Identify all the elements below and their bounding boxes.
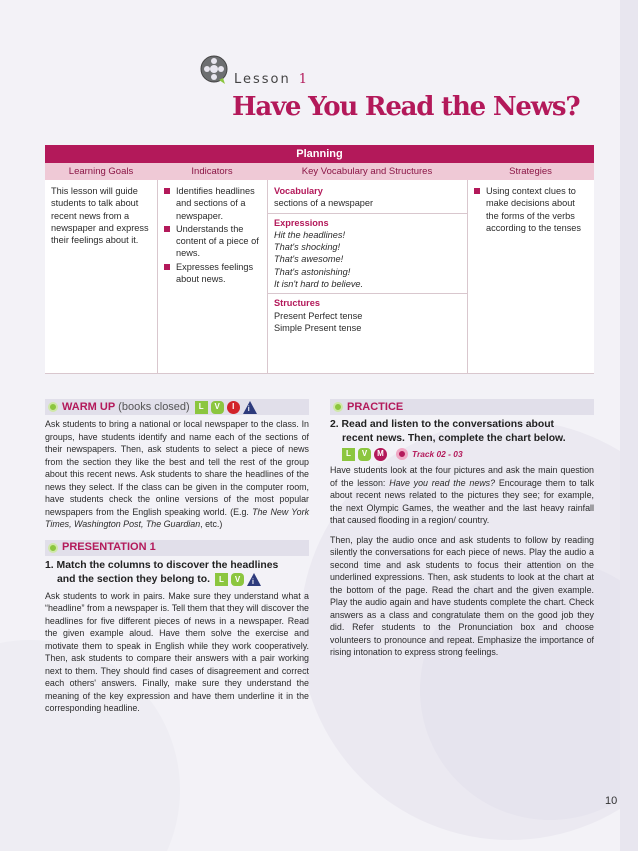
strategies-cell bbox=[467, 180, 594, 373]
bullet-square-icon bbox=[164, 188, 170, 194]
vocabulary-text: sections of a newspaper bbox=[274, 198, 374, 209]
section-bullet-icon bbox=[48, 402, 58, 412]
left-column bbox=[45, 399, 309, 715]
interaction-badge-icon: I bbox=[227, 401, 240, 414]
planning-body bbox=[45, 180, 594, 374]
listening-badge-icon: L bbox=[215, 573, 228, 586]
expressions-label: Expressions bbox=[274, 217, 329, 228]
warm-up-text: Ask students to bring a national or local newspaper to the class. In groups, have students identify and name each of the sections of their newspapers. Then, ask students to select a piece of news from the section they like the best and tell the rest of the group about this recent news. Ask students to share the headlines of the news they select. If the class can be given in the computer room, have students check the online versions of the most popular newspapers from the English speaking world. (E.g. The New York Times, Washington Post, The Guardian, etc.) bbox=[45, 419, 310, 529]
page-title: Have You Read the News? bbox=[232, 92, 580, 122]
bullet-square-icon bbox=[164, 264, 170, 270]
practice-task: 2. Read and listen to the conversations about recent news. Then, complete the chart below. L V M Track 02 - 03 bbox=[330, 419, 566, 459]
audio-track: Track 02 - 03 bbox=[396, 447, 463, 461]
information-badge-icon: i bbox=[247, 573, 261, 586]
music-badge-icon: M bbox=[374, 448, 387, 461]
structure-item: Simple Present tense bbox=[274, 322, 362, 333]
vocabulary-badge-icon: V bbox=[358, 448, 371, 461]
planning-heading: Planning bbox=[45, 145, 594, 163]
cd-icon bbox=[396, 448, 408, 460]
skill-badges bbox=[195, 401, 260, 414]
indicators-cell bbox=[157, 180, 267, 373]
column-header-strategies: Strategies bbox=[509, 166, 552, 177]
practice-text-2: Then, play the audio once and ask students to follow by reading silently the conversations for each piece of news. Play the audio a second time and ask students to focus their attention on the underlined expressions. Then, ask students to look at the chart at the bottom of the page. Read the chart and the given example. Play the audio again and have students complete the chart. Check answers as a class and congratulate them on the good job they did. Refer students to the Pronunciation box and choose volunteers to pronounce and repeat. Emphasize the importance of rising intonation to express strong feelings. bbox=[330, 534, 594, 657]
strategy-item: Using context clues to make decisions about the forms of the verbs according to the tenses bbox=[474, 185, 588, 234]
section-bullet-icon bbox=[48, 543, 58, 553]
lesson-label: Lesson 1 bbox=[234, 72, 310, 87]
column-header-learning-goals: Learning Goals bbox=[68, 166, 134, 177]
expression-item: Hit the headlines! bbox=[274, 229, 345, 240]
learning-goals-cell: This lesson will guide students to talk about recent news from a newspaper and express their feelings about it. bbox=[51, 186, 149, 246]
warm-up-heading: WARM UP (books closed) L V I i bbox=[45, 399, 309, 415]
listening-badge-icon: L bbox=[342, 448, 355, 461]
expression-item: That's shocking! bbox=[274, 242, 341, 253]
page-number: 10 bbox=[605, 795, 618, 807]
expression-item: It isn't hard to believe. bbox=[274, 279, 364, 290]
section-bullet-icon bbox=[333, 402, 343, 412]
bullet-square-icon bbox=[474, 188, 480, 194]
information-badge-icon: i bbox=[243, 401, 257, 414]
structures-label: Structures bbox=[274, 298, 320, 309]
listening-badge-icon: L bbox=[195, 401, 208, 414]
planning-column-headers bbox=[45, 163, 594, 180]
presentation-heading: PRESENTATION 1 bbox=[45, 540, 309, 556]
vocabulary-badge-icon: V bbox=[211, 401, 224, 414]
vocabulary-badge-icon: V bbox=[231, 573, 244, 586]
indicator-item: Expresses feelings about news. bbox=[164, 261, 261, 286]
film-reel-logo-icon bbox=[199, 54, 229, 86]
vocabulary-label: Vocabulary bbox=[274, 186, 323, 196]
practice-text-1: Have students look at the four pictures and ask the main question of the lesson: Have you read the news? Encourage them to talk about recent news related to the pictures they see; for example, the next Olympic Games, the weather and the last heavy rainfall that caused flooding in a region/ country. bbox=[330, 465, 595, 525]
background-bar bbox=[620, 0, 638, 851]
planning-table bbox=[45, 145, 594, 374]
indicator-item: Identifies headlines and sections of a newspaper. bbox=[164, 185, 261, 222]
right-column bbox=[330, 399, 594, 659]
indicator-item: Understands the content of a piece of news. bbox=[164, 223, 261, 260]
expression-item: That's astonishing! bbox=[274, 266, 351, 277]
presentation-task: 1. Match the columns to discover the headlines and the section they belong to. L V i bbox=[45, 559, 279, 586]
vocabulary-cell bbox=[267, 180, 467, 373]
presentation-text: Ask students to work in pairs. Make sure they understand what a “headline” from a newspaper is. Tell them that they will discover the headlines for five different pieces of news in a newspaper. Read the given example aloud. Have them solve the exercise and motivate them to speak in English while they work cooperatively. Then, ask students to compare their answers with a pair working next to them. They should find cases of disagreement and correct each others' answers. Finally, make sure they understand the meaning of the key expression and have them underline it in the corresponding headline. bbox=[45, 590, 309, 713]
expression-item: That's awesome! bbox=[274, 254, 344, 265]
structure-item: Present Perfect tense bbox=[274, 310, 363, 321]
skill-badges bbox=[342, 448, 390, 461]
skill-badges bbox=[215, 573, 264, 586]
column-header-indicators: Indicators bbox=[191, 166, 233, 177]
bullet-square-icon bbox=[164, 226, 170, 232]
practice-heading: PRACTICE bbox=[330, 399, 594, 415]
column-header-vocabulary: Key Vocabulary and Structures bbox=[301, 166, 433, 177]
